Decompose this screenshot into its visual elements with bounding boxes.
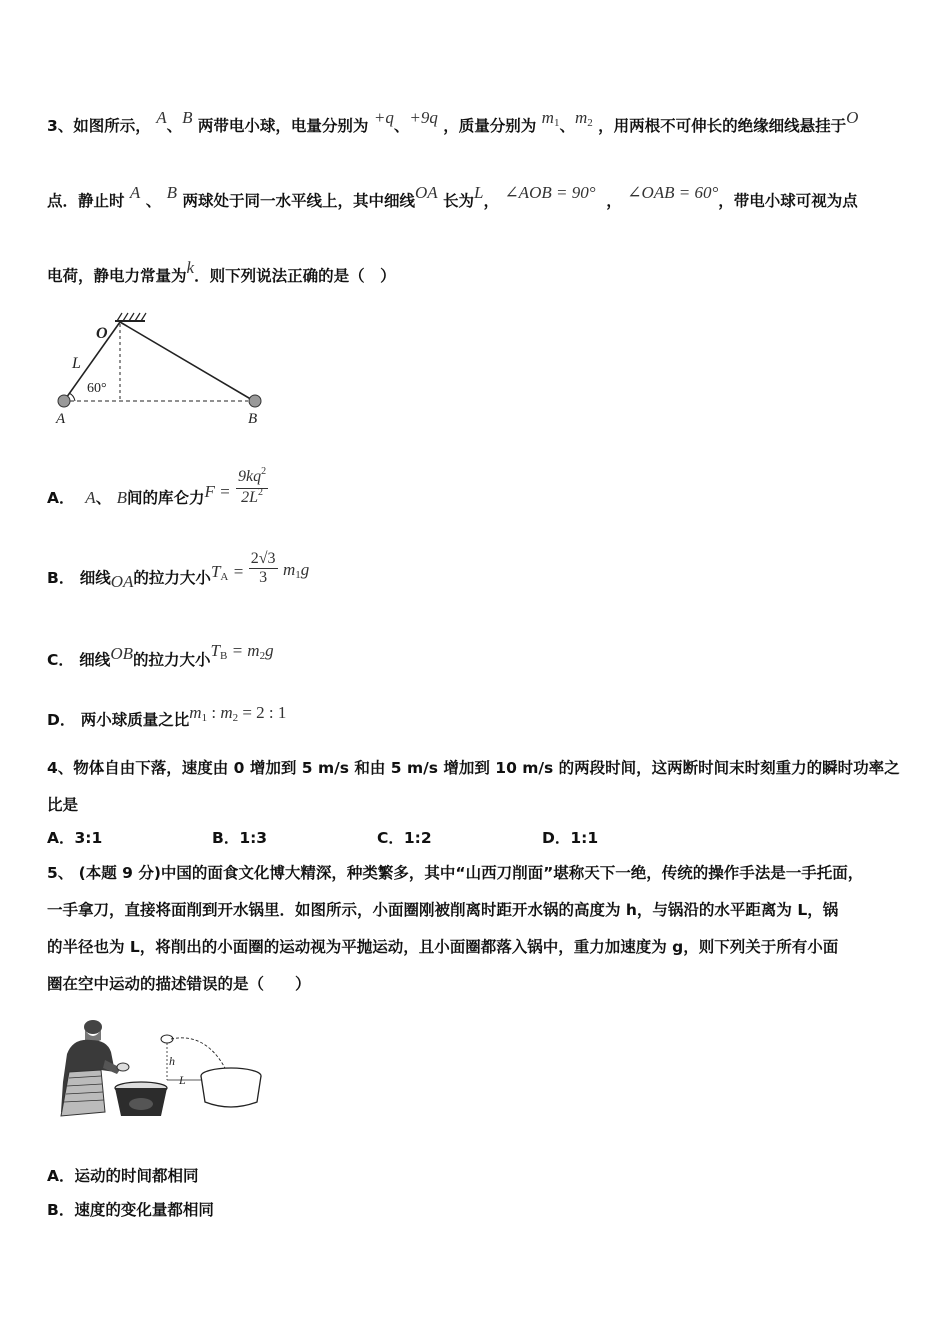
q3-line-3: 电荷，静电力常量为k．则下列说法正确的是（ ） [47,258,396,285]
q5-line-4: 圈在空中运动的描述错误的是（ ） [47,975,311,993]
string-ob [120,322,254,401]
q4-line-2: 比是 [47,796,79,814]
label-h: h [169,1054,175,1068]
q4-option-c[interactable]: C．1:2 [377,829,432,847]
label-l1: L [179,1073,186,1087]
label-angle: 60° [87,381,107,396]
trajectory-arc [171,1038,225,1068]
ball-b [249,395,261,407]
q4-options [47,826,707,848]
q4-option-d[interactable]: D．1:1 [542,829,599,847]
ball-a [58,395,70,407]
q3-line-2: 点．静止时 A 、 B 两球处于同一水平线上，其中细线OA 长为L， ∠AOB = 90° ， ∠OAB = 60°，带电小球可视为点 [47,183,858,210]
q5-line-2: 一手拿刀，直接将面削到开水锅里．如图所示，小面圈刚被削离时距开水锅的高度为 h，与锅沿的水平距离为 L，锅 [47,901,839,919]
q5-option-a[interactable]: A．运动的时间都相同 [47,1167,199,1185]
ceiling-hatch [117,313,146,321]
q3-figure [50,308,280,433]
q4-option-a[interactable]: A．3:1 [47,829,103,847]
q5-figure [55,1012,265,1124]
q3-line-1: 3、如图所示， A、B 两带电小球，电量分别为 +q、+9q ，质量分别为 m1、m2 ，用两根不可伸长的绝缘细线悬挂于O [47,108,859,135]
q3-option-c[interactable]: C． 细线OB的拉力大小TB = m2g [47,641,274,669]
label-o: O [96,325,108,342]
label-b: B [248,411,258,427]
q4-line-1: 4、物体自由下落，速度由 0 增加到 5 m/s 和由 5 m/s 增加到 10 m/s 的两段时间，这两断时间末时刻重力的瞬时功率之 [47,759,900,777]
pot-right [201,1068,261,1107]
label-a: A [56,411,66,427]
q5-option-b[interactable]: B．速度的变化量都相同 [47,1201,214,1219]
label-l: L [72,355,81,372]
q4-option-b[interactable]: B．1:3 [212,829,268,847]
q3-option-d[interactable]: D． 两小球质量之比m1 : m2 = 2 : 1 [47,703,287,729]
q5-line-3: 的半径也为 L，将削出的小面圈的运动视为平抛运动，且小面圈都落入锅中，重力加速度为 g，则下列关于所有小面 [47,938,839,956]
q5-line-1: 5、 (本题 9 分)中国的面食文化博大精深，种类繁多，其中“山西刀削面”堪称天下一绝，传统的操作手法是一手托面， [47,864,864,882]
q3-option-a[interactable]: A． A、 B间的库仑力F = $\frac{9kq^2}{2L^2}$ [47,466,267,507]
stove-pot-left [115,1082,167,1116]
q3-option-b[interactable]: B． 细线OA的拉力大小TA = $\frac{2√3}{3}$ m1g [47,550,310,591]
